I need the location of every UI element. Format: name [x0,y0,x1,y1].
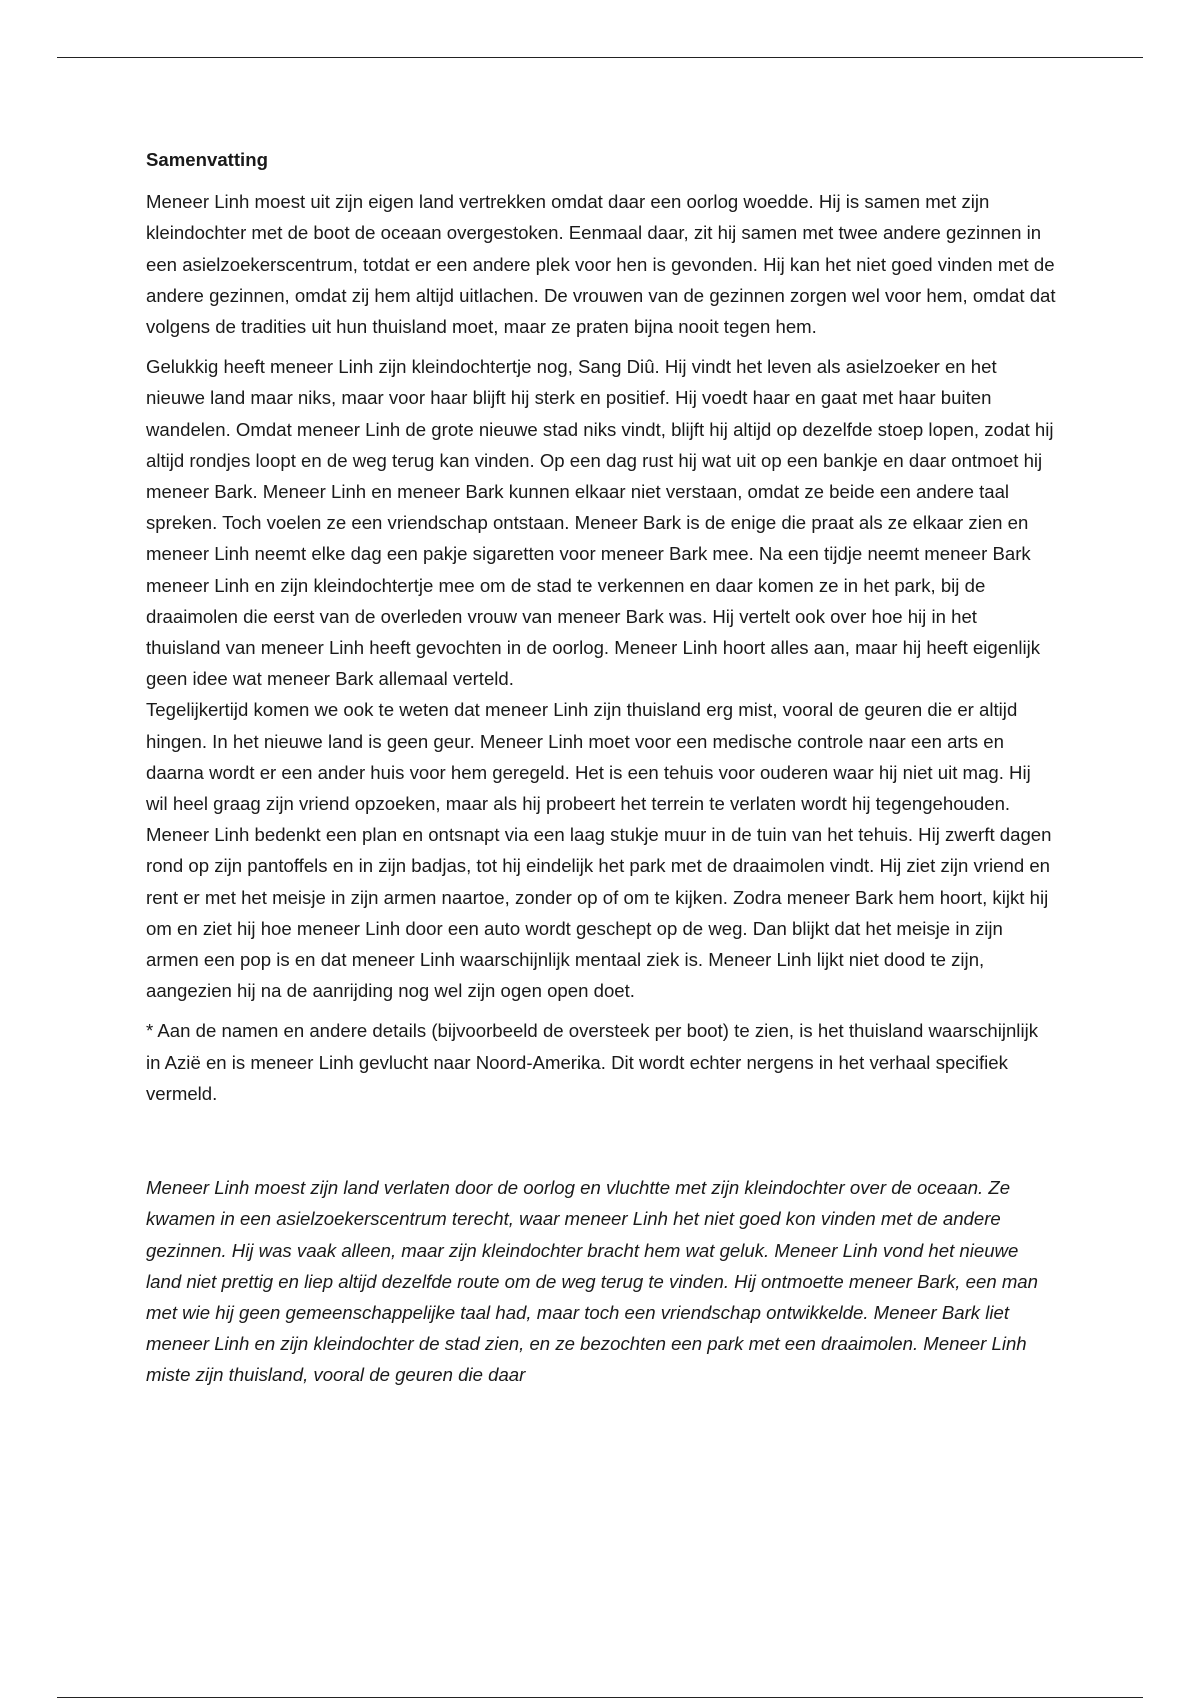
footnote: * Aan de namen en andere details (bijvoorbeeld de oversteek per boot) te zien, is het thuisland waarschijnlijk in Azië en is meneer Linh gevlucht naar Noord-Amerika. Dit wordt echter nergens in het verhaal specifiek vermeld. [146,1020,1039,1104]
paragraph-3: Tegelijkertijd komen we ook te weten dat meneer Linh zijn thuisland erg mist, vooral de geuren die er altijd hingen. In het nieuwe land is geen geur. Meneer Linh moet voor een medische controle naar een arts en daarna wordt er een ander huis voor hem geregeld. Het is een tehuis voor ouderen waar hij niet uit mag. Hij wil heel graag zijn vriend opzoeken, maar als hij probeert het terrein te verlaten wordt hij tegengehouden. [146,699,1031,815]
paragraph-4: Meneer Linh bedenkt een plan en ontsnapt via een laag stukje muur in de tuin van het tehuis. Hij zwerft dagen rond op zijn pantoffels en in zijn badjas, tot hij eindelijk het park met de draaimolen vindt. Hij ziet zijn vriend en rent er met het meisje in zijn armen naartoe, zonder op of om te kijken. Zodra meneer Bark hem hoort, kijkt hij om en ziet hij hoe meneer Linh door een auto wordt geschept op de weg. Dan blijkt dat het meisje in zijn armen een pop is en dat meneer Linh waarschijnlijk mentaal ziek is. Meneer Linh lijkt niet dood te zijn, aangezien hij na de aanrijding nog wel zijn ogen open doet. [146,824,1052,1002]
bottom-rule [57,1697,1143,1698]
paragraph-2: Gelukkig heeft meneer Linh zijn kleindochtertje nog, Sang Diû. Hij vindt het leven als asielzoeker en het nieuwe land maar niks, maar voor haar blijft hij sterk en positief. Hij voedt haar en gaat met haar buiten wandelen. Omdat meneer Linh de grote nieuwe stad niks vindt, blijft hij altijd op dezelfde stoep lopen, zodat hij altijd rondjes loopt en de weg terug kan vinden. Op een dag rust hij wat uit op een bankje en daar ontmoet hij meneer Bark. Meneer Linh en meneer Bark kunnen elkaar niet verstaan, omdat ze beide een andere taal spreken. Toch voelen ze een vriendschap ontstaan. Meneer Bark is de enige die praat als ze elkaar zien en meneer Linh neemt elke dag een pakje sigaretten voor meneer Bark mee. Na een tijdje neemt meneer Bark meneer Linh en zijn kleindochtertje mee om de stad te verkennen en daar komen ze in het park, bij de draaimolen die eerst van de overleden vrouw van meneer Bark was. Hij vertelt ook over hoe hij in het thuisland van meneer Linh heeft gevochten in de oorlog. Meneer Linh hoort alles aan, maar hij heeft eigenlijk geen idee wat meneer Bark allemaal verteld. [146,356,1054,690]
paragraph-1: Meneer Linh moest uit zijn eigen land vertrekken omdat daar een oorlog woedde. Hij is samen met zijn kleindochter met de boot de oceaan overgestoken. Eenmaal daar, zit hij samen met twee andere gezinnen in een asielzoekerscentrum, totdat er een andere plek voor hen is gevonden. Hij kan het niet goed vinden met de andere gezinnen, omdat zij hem altijd uitlachen. De vrouwen van de gezinnen zorgen wel voor hem, omdat dat volgens de tradities uit hun thuisland moet, maar ze praten bijna nooit tegen hem. [146,191,1056,338]
document-heading: Samenvatting [146,149,268,170]
document-body [146,144,1056,1409]
top-rule [57,57,1143,58]
italic-summary: Meneer Linh moest zijn land verlaten door de oorlog en vluchtte met zijn kleindochter over de oceaan. Ze kwamen in een asielzoekerscentrum terecht, waar meneer Linh het niet goed kon vinden met de andere gezinnen. Hij was vaak alleen, maar zijn kleindochter bracht hem wat geluk. Meneer Linh vond het nieuwe land niet prettig en liep altijd dezelfde route om de weg terug te vinden. Hij ontmoette meneer Bark, een man met wie hij geen gemeenschappelijke taal had, maar toch een vriendschap ontwikkelde. Meneer Bark liet meneer Linh en zijn kleindochter de stad zien, en ze bezochten een park met een draaimolen. Meneer Linh miste zijn thuisland, vooral de geuren die daar [146,1177,1038,1386]
